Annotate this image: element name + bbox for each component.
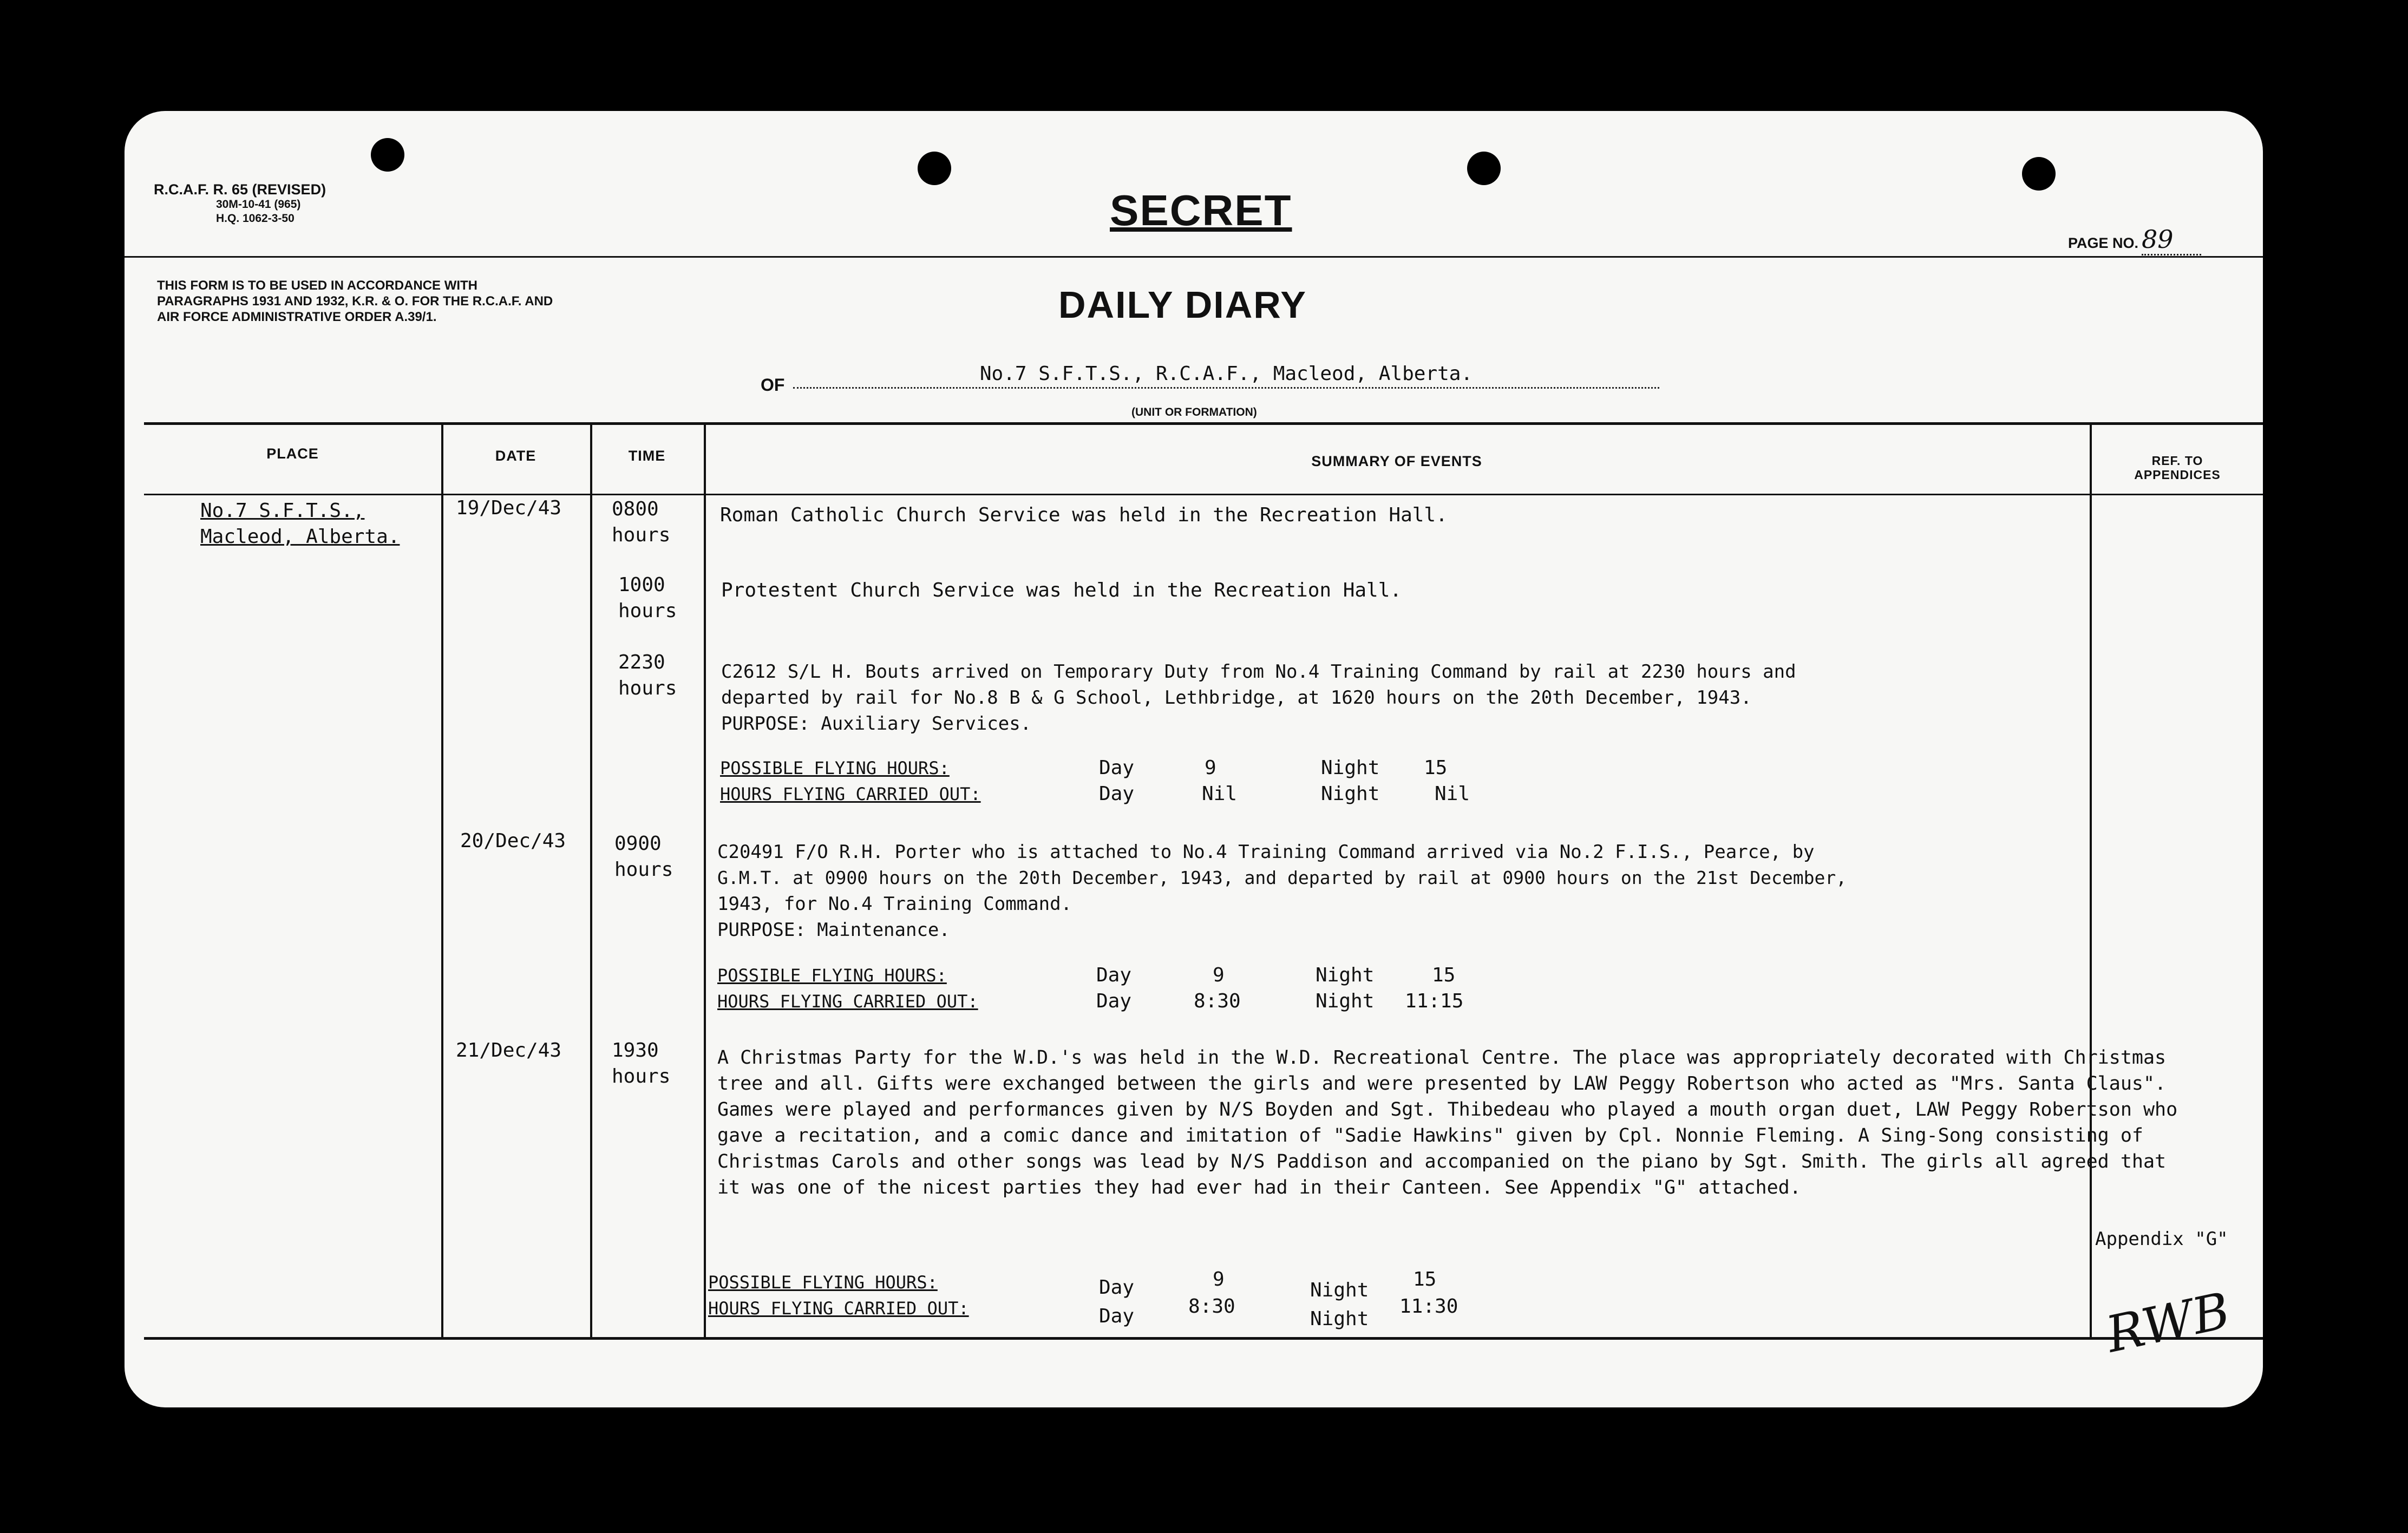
page-title: DAILY DIARY <box>1058 284 1307 326</box>
carried-flying-label: HOURS FLYING CARRIED OUT: <box>708 1298 969 1319</box>
entry-summary-line: C2612 S/L H. Bouts arrived on Temporary Duty from No.4 Training Command by rail at 2230 hours and <box>721 661 1796 683</box>
entry-summary-line: G.M.T. at 0900 hours on the 20th December, 1943, and departed by rail at 0900 hours on the 21st December, <box>717 867 1847 888</box>
entry-summary-line: PURPOSE: Maintenance. <box>717 919 950 941</box>
carried-day-value: 8:30 <box>1188 1295 1235 1318</box>
carried-night-value: 11:15 <box>1405 990 1464 1012</box>
column-header-time: TIME <box>628 448 666 464</box>
flying-day-label: Day <box>1099 1305 1135 1327</box>
flying-day-label: Day <box>1096 990 1132 1012</box>
appendix-reference: Appendix "G" <box>2095 1228 2228 1250</box>
entry-date: 20/Dec/43 <box>460 830 566 852</box>
table-bottom-rule <box>144 1337 2263 1340</box>
flying-night-label: Night <box>1310 1279 1369 1301</box>
punch-hole <box>2022 157 2056 191</box>
unit-value: No.7 S.F.T.S., R.C.A.F., Macleod, Alberta. <box>793 363 1659 389</box>
carried-flying-label: HOURS FLYING CARRIED OUT: <box>717 991 978 1012</box>
entry-time-unit: hours <box>612 1065 671 1087</box>
classification-heading: SECRET <box>1110 186 1292 234</box>
flying-night-label: Night <box>1321 757 1380 779</box>
column-divider <box>590 422 592 1337</box>
page-number-value: 89 <box>2142 225 2201 255</box>
column-header-summary: SUMMARY OF EVENTS <box>1311 453 1482 469</box>
punch-hole <box>1467 152 1501 185</box>
column-header-place: PLACE <box>266 446 319 462</box>
possible-night-value: 15 <box>1413 1268 1437 1290</box>
form-number: R.C.A.F. R. 65 (REVISED) <box>154 181 326 198</box>
entry-time: 0900 <box>614 833 662 855</box>
entry-time-unit: hours <box>612 524 671 546</box>
possible-day-value: 9 <box>1213 964 1225 986</box>
entry-time: 1930 <box>612 1039 659 1062</box>
place-line: No.7 S.F.T.S., <box>200 500 365 522</box>
flying-day-label: Day <box>1096 964 1132 986</box>
entry-summary-line: C20491 F/O R.H. Porter who is attached to No.4 Training Command arrived via No.2 F.I.S., Pearce, by <box>717 841 1815 863</box>
print-code: 30M-10-41 (965) <box>216 198 301 211</box>
table-top-rule <box>144 422 2263 425</box>
ref-header-line: APPENDICES <box>2134 468 2221 482</box>
possible-day-value: 9 <box>1205 757 1216 779</box>
flying-night-label: Night <box>1321 783 1380 805</box>
carried-night-value: Nil <box>1435 783 1470 805</box>
handwritten-signature: RWB <box>2101 1281 2235 1364</box>
possible-flying-label: POSSIBLE FLYING HOURS: <box>720 758 950 778</box>
page-number-label: PAGE NO. <box>2068 235 2139 251</box>
entry-summary: Roman Catholic Church Service was held in the Recreation Hall. <box>720 504 1448 526</box>
entry-time-unit: hours <box>618 677 677 699</box>
ref-header-line: REF. TO <box>2151 454 2203 468</box>
entry-summary: A Christmas Party for the W.D.'s was held in the W.D. Recreational Centre. The place was appropriately decorated with Christmas tree and all. Gifts were exchanged between the girls and were presented by LAW Peggy Robertson who acted as "Mrs. Santa Claus". Games were played and performances given by N/S Boyden and Sgt. Thibedeau who played a mouth organ duet, LAW Peggy Robertson who gave a recitation, and a comic dance and imitation of "Sadie Hawkins" given by Cpl. Nonnie Fleming. A Sing-Song consisting of Christmas Carols and other songs was lead by N/S Paddison and accompanied on the piano by Sgt. Smith. The girls all agreed that it was one of the nicest parties they had ever had in their Canteen. See Appendix "G" attached. <box>717 1047 2178 1198</box>
possible-night-value: 15 <box>1432 964 1456 986</box>
flying-night-label: Night <box>1316 964 1375 986</box>
carried-night-value: 11:30 <box>1399 1295 1458 1318</box>
entry-time-unit: hours <box>614 859 673 881</box>
header-rule <box>125 256 2263 258</box>
possible-flying-label: POSSIBLE FLYING HOURS: <box>717 965 947 986</box>
punch-hole <box>371 138 404 172</box>
page-number-field <box>2068 225 2201 255</box>
entry-time: 2230 <box>618 651 665 673</box>
entry-time: 1000 <box>618 574 665 596</box>
entry-date: 21/Dec/43 <box>456 1039 562 1062</box>
entry-summary-line: PURPOSE: Auxiliary Services. <box>721 713 1032 735</box>
possible-flying-label: POSSIBLE FLYING HOURS: <box>708 1272 938 1293</box>
carried-day-value: 8:30 <box>1194 990 1241 1012</box>
entry-time: 0800 <box>612 498 659 520</box>
flying-day-label: Day <box>1099 1276 1135 1299</box>
flying-day-label: Day <box>1099 783 1135 805</box>
entry-summary-line: 1943, for No.4 Training Command. <box>717 893 1072 915</box>
diary-sheet <box>125 111 2263 1407</box>
column-divider <box>704 422 706 1337</box>
entry-summary: Protestent Church Service was held in the Recreation Hall. <box>721 579 1402 601</box>
flying-day-label: Day <box>1099 757 1135 779</box>
form-usage-note: THIS FORM IS TO BE USED IN ACCORDANCE WITH PARAGRAPHS 1931 AND 1932, K.R. & O. FOR THE R.C.A.F. AND AIR FORCE ADMINISTRATIVE ORDER A.39/1. <box>157 278 553 324</box>
entry-summary-line: departed by rail for No.8 B & G School, Lethbridge, at 1620 hours on the 20th December, 1943. <box>721 687 1752 709</box>
possible-day-value: 9 <box>1213 1268 1225 1290</box>
place-line: Macleod, Alberta. <box>200 526 400 548</box>
column-divider <box>441 422 443 1337</box>
entry-time-unit: hours <box>618 600 677 622</box>
flying-night-label: Night <box>1316 990 1375 1012</box>
carried-flying-label: HOURS FLYING CARRIED OUT: <box>720 784 981 804</box>
unit-of-label: OF <box>761 375 785 395</box>
possible-night-value: 15 <box>1424 757 1448 779</box>
carried-day-value: Nil <box>1202 783 1238 805</box>
punch-hole <box>918 152 951 185</box>
form-identifier <box>154 181 326 226</box>
unit-caption: (UNIT OR FORMATION) <box>1131 406 1257 418</box>
column-header-date: DATE <box>495 448 536 464</box>
entry-date: 19/Dec/43 <box>456 497 562 519</box>
column-header-ref <box>2092 454 2263 482</box>
flying-night-label: Night <box>1310 1308 1369 1330</box>
hq-code: H.Q. 1062-3-50 <box>216 212 295 225</box>
